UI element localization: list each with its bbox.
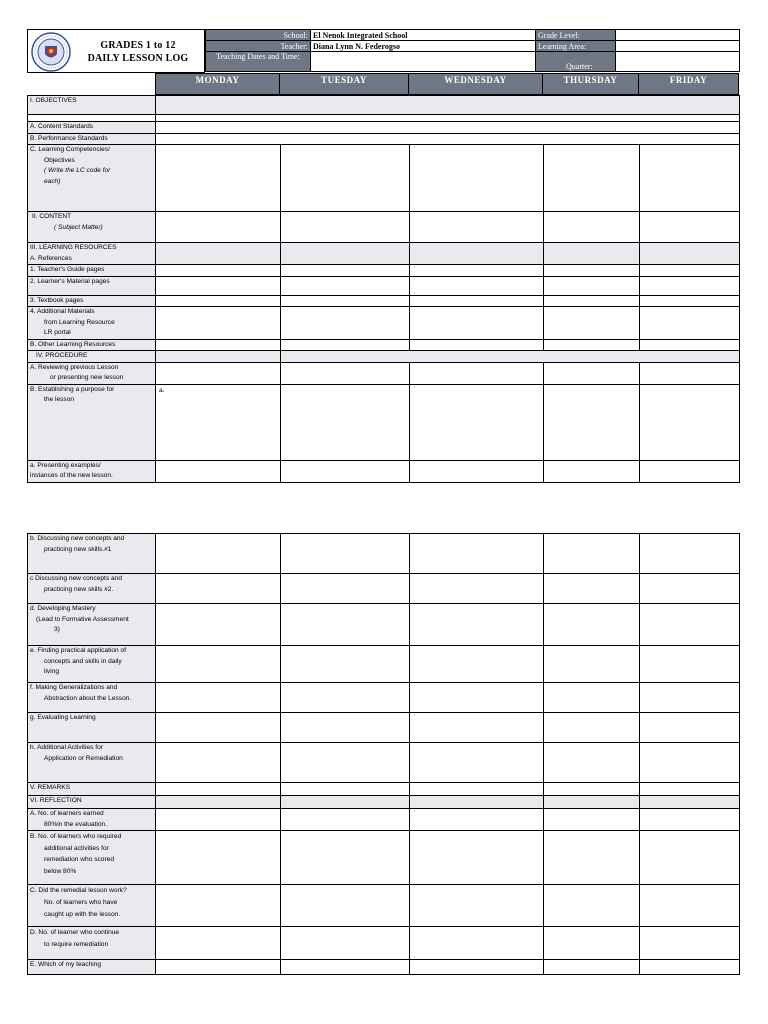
row-label-line: h. Additional Activities for xyxy=(30,744,103,751)
row-label xyxy=(28,460,156,482)
monday-cell[interactable] xyxy=(156,683,281,713)
thursday-cell[interactable] xyxy=(544,960,640,975)
row-label-line: B. No. of learners who required xyxy=(30,833,122,840)
row-label-line: (Lead to Formative Assessment xyxy=(36,615,129,623)
friday-cell[interactable] xyxy=(640,885,740,927)
day-monday: MONDAY xyxy=(155,73,280,95)
row-remediation xyxy=(28,831,740,885)
wednesday-cell[interactable] xyxy=(410,683,544,713)
row-label-line: a. Presenting examples/ xyxy=(30,461,101,469)
wednesday-cell[interactable] xyxy=(410,276,544,295)
row-label-line: II. CONTENT xyxy=(32,213,72,220)
row-label xyxy=(28,809,156,831)
row-label-line: C. Did the remedial lesson work? xyxy=(30,887,127,894)
info-table xyxy=(205,29,739,73)
row-spacer xyxy=(28,115,740,122)
monday-cell[interactable] xyxy=(156,145,281,212)
monday-cell[interactable] xyxy=(156,809,281,831)
friday-cell[interactable] xyxy=(640,265,740,277)
thursday-cell[interactable] xyxy=(544,809,640,831)
thursday-cell[interactable] xyxy=(544,743,640,783)
row-label-line: each) xyxy=(44,177,61,185)
monday-cell[interactable] xyxy=(156,212,281,243)
tuesday-cell[interactable] xyxy=(281,384,410,460)
monday-cell[interactable] xyxy=(156,927,281,960)
wednesday-cell[interactable] xyxy=(410,960,544,975)
wednesday-cell[interactable] xyxy=(410,646,544,683)
row-label xyxy=(28,831,156,885)
friday-cell[interactable] xyxy=(640,809,740,831)
wednesday-cell[interactable] xyxy=(410,460,544,482)
monday-cell[interactable] xyxy=(156,276,281,295)
row-label xyxy=(28,212,156,243)
learning-area-label: Learning Area: xyxy=(536,41,616,52)
row-label-line: A. References xyxy=(30,254,72,262)
tuesday-cell[interactable] xyxy=(281,831,410,885)
monday-cell[interactable] xyxy=(156,307,281,340)
tuesday-cell[interactable] xyxy=(281,460,410,482)
friday-cell[interactable] xyxy=(640,339,740,351)
monday-cell[interactable] xyxy=(156,339,281,351)
thursday-cell[interactable] xyxy=(544,265,640,277)
thursday-cell[interactable] xyxy=(544,339,640,351)
row-label: IV. PROCEDURE xyxy=(28,351,156,363)
row-label xyxy=(28,307,156,340)
row-textbook xyxy=(28,295,740,307)
row-label-line: from Learning Resource xyxy=(44,318,115,326)
thursday-cell[interactable] xyxy=(544,885,640,927)
row-evaluating xyxy=(28,713,740,743)
monday-cell[interactable] xyxy=(156,783,281,796)
tuesday-cell[interactable] xyxy=(281,683,410,713)
learning-area-field[interactable] xyxy=(616,41,740,52)
wednesday-cell[interactable] xyxy=(410,295,544,307)
row-label-line: III. LEARNING RESOURCES xyxy=(30,244,117,251)
row-label xyxy=(28,534,156,574)
friday-cell[interactable] xyxy=(640,574,740,604)
row-performance-standards xyxy=(28,133,740,145)
thursday-cell[interactable] xyxy=(544,460,640,482)
entry-cell[interactable] xyxy=(156,133,740,145)
row-label-line: practicing new skills.#1 xyxy=(44,545,112,553)
row-which-teaching xyxy=(28,960,740,975)
lesson-log-page-2 xyxy=(27,533,739,975)
row-continue-remediation xyxy=(28,927,740,960)
form-title-line1: GRADES 1 to 12 xyxy=(100,40,176,51)
row-label: 1. Teacher's Guide pages xyxy=(28,265,156,277)
thursday-cell[interactable] xyxy=(544,574,640,604)
row-generalizations xyxy=(28,683,740,713)
row-label-line: concepts and skills in daily xyxy=(44,657,122,665)
row-label-line: Abstraction about the Lesson. xyxy=(44,694,132,702)
wednesday-cell[interactable] xyxy=(410,927,544,960)
entry-cell[interactable] xyxy=(156,122,740,134)
row-label-line: practicing new skills #2. xyxy=(44,585,114,593)
row-objectives xyxy=(28,96,740,115)
wednesday-cell[interactable] xyxy=(410,831,544,885)
wednesday-cell[interactable] xyxy=(410,307,544,340)
row-label-line: 3) xyxy=(54,626,60,633)
row-label-line: caught up with the lesson. xyxy=(44,911,121,918)
wednesday-cell[interactable] xyxy=(410,145,544,212)
row-label-line: D. No. of learner who continue xyxy=(30,929,120,936)
row-remedial-work xyxy=(28,885,740,927)
monday-cell[interactable] xyxy=(156,743,281,783)
wednesday-cell[interactable] xyxy=(410,743,544,783)
row-developing-mastery xyxy=(28,604,740,646)
day-thursday: THURSDAY xyxy=(543,73,639,95)
row-label xyxy=(28,683,156,713)
row-label-line: 4. Additional Materials xyxy=(30,308,95,315)
row-label-line: Objectives xyxy=(44,156,75,164)
teacher-label: Teacher: xyxy=(206,41,311,52)
wednesday-cell[interactable] xyxy=(410,265,544,277)
tuesday-cell[interactable] xyxy=(281,534,410,574)
tuesday-cell[interactable] xyxy=(281,743,410,783)
tuesday-cell[interactable] xyxy=(281,307,410,340)
row-label-line: e. Finding practical application of xyxy=(30,647,127,654)
wednesday-cell[interactable] xyxy=(410,212,544,243)
row-reviewing xyxy=(28,362,740,384)
monday-cell[interactable] xyxy=(156,713,281,743)
friday-cell[interactable] xyxy=(640,683,740,713)
tuesday-cell[interactable] xyxy=(281,646,410,683)
thursday-cell[interactable] xyxy=(544,295,640,307)
grade-level-label: Grade Level: xyxy=(536,30,616,41)
friday-cell[interactable] xyxy=(640,384,740,460)
monday-cell[interactable] xyxy=(156,534,281,574)
tuesday-cell[interactable] xyxy=(281,960,410,975)
row-learners-earned xyxy=(28,809,740,831)
deped-seal-icon xyxy=(31,32,71,72)
dates-field[interactable] xyxy=(311,52,536,72)
friday-cell[interactable] xyxy=(640,460,740,482)
friday-cell[interactable] xyxy=(640,145,740,212)
wednesday-cell[interactable] xyxy=(410,362,544,384)
thursday-cell[interactable] xyxy=(544,362,640,384)
monday-cell[interactable] xyxy=(156,295,281,307)
row-practical-application xyxy=(28,646,740,683)
tuesday-cell[interactable] xyxy=(281,362,410,384)
wednesday-cell[interactable] xyxy=(410,534,544,574)
row-label: g. Evaluating Learning xyxy=(28,713,156,743)
tuesday-cell[interactable] xyxy=(281,713,410,743)
monday-cell[interactable] xyxy=(156,646,281,683)
friday-cell[interactable] xyxy=(640,212,740,243)
monday-cell[interactable] xyxy=(156,574,281,604)
quarter-label: Quarter: xyxy=(536,52,616,72)
row-label-line: remediation who scored xyxy=(44,856,115,863)
row-label: I. OBJECTIVES xyxy=(28,96,156,115)
friday-cell[interactable] xyxy=(640,604,740,646)
tuesday-cell[interactable] xyxy=(281,212,410,243)
friday-cell[interactable] xyxy=(640,276,740,295)
lesson-log-header xyxy=(27,29,739,95)
row-additional-materials xyxy=(28,307,740,340)
row-label-line: f. Making Generalizations and xyxy=(30,684,118,691)
row-label xyxy=(28,145,156,212)
row-label xyxy=(28,384,156,460)
tuesday-cell[interactable] xyxy=(281,295,410,307)
monday-cell[interactable]: a. xyxy=(156,384,281,460)
thursday-cell[interactable] xyxy=(544,276,640,295)
row-label xyxy=(28,362,156,384)
row-label xyxy=(28,243,156,265)
monday-cell[interactable] xyxy=(156,362,281,384)
row-label: E. Which of my teaching xyxy=(28,960,156,975)
friday-cell[interactable] xyxy=(640,960,740,975)
friday-cell[interactable] xyxy=(640,307,740,340)
thursday-cell[interactable] xyxy=(544,604,640,646)
row-label-line: LR portal xyxy=(44,329,71,336)
tuesday-cell[interactable] xyxy=(281,927,410,960)
monday-cell[interactable] xyxy=(156,604,281,646)
quarter-field[interactable] xyxy=(616,52,740,72)
wednesday-cell[interactable] xyxy=(410,783,544,796)
row-content xyxy=(28,212,740,243)
row-label-line: instances of the new lesson. xyxy=(30,472,113,479)
school-field[interactable]: El Nenok Integrated School xyxy=(311,30,536,41)
row-label-line: ( Write the LC code for xyxy=(44,167,111,174)
tuesday-cell[interactable] xyxy=(281,339,410,351)
wednesday-cell[interactable] xyxy=(410,574,544,604)
thursday-cell[interactable] xyxy=(544,534,640,574)
monday-cell[interactable] xyxy=(156,885,281,927)
row-label-line: No. of learners who have xyxy=(44,899,118,906)
thursday-cell[interactable] xyxy=(544,145,640,212)
row-label xyxy=(28,646,156,683)
row-presenting-examples xyxy=(28,460,740,482)
friday-cell[interactable] xyxy=(640,646,740,683)
row-label: VI. REFLECTION xyxy=(28,796,156,809)
row-label xyxy=(28,885,156,927)
form-title xyxy=(74,39,202,65)
row-label-line: A. Reviewing previous Lesson xyxy=(30,363,119,371)
wednesday-cell[interactable] xyxy=(410,339,544,351)
row-label-line: living xyxy=(44,668,60,675)
row-teachers-guide xyxy=(28,265,740,277)
row-label-line: b. Discussing new concepts and xyxy=(30,535,125,542)
row-label-line: C. Learning Competencies/ xyxy=(30,146,110,153)
row-content-standards xyxy=(28,122,740,134)
row-learning-resources xyxy=(28,243,740,265)
friday-cell[interactable] xyxy=(640,713,740,743)
tuesday-cell[interactable] xyxy=(281,885,410,927)
row-label-line: ( Subject Matter) xyxy=(54,223,103,231)
form-title-line2: DAILY LESSON LOG xyxy=(87,53,189,64)
row-label: B. Performance Standards xyxy=(28,133,156,145)
row-label-line: B. Establishing a purpose for xyxy=(30,385,115,393)
grade-level-field[interactable] xyxy=(616,30,740,41)
day-headers xyxy=(155,73,739,95)
friday-cell[interactable] xyxy=(640,362,740,384)
row-label-line: d. Developing Mastery xyxy=(30,605,96,612)
row-label-line: below 80% xyxy=(44,867,77,875)
wednesday-cell[interactable] xyxy=(410,885,544,927)
thursday-cell[interactable] xyxy=(544,212,640,243)
row-label xyxy=(28,743,156,783)
row-label-line: c Discussing new concepts and xyxy=(30,575,122,582)
wednesday-cell[interactable] xyxy=(410,713,544,743)
tuesday-cell[interactable] xyxy=(281,783,410,796)
thursday-cell[interactable] xyxy=(544,384,640,460)
row-label-line: 80%in the evaluation. xyxy=(44,820,108,828)
teacher-field[interactable]: Diana Lynn N. Federogso xyxy=(311,41,536,52)
tuesday-cell[interactable] xyxy=(281,604,410,646)
row-discussing-1 xyxy=(28,534,740,574)
friday-cell[interactable] xyxy=(640,295,740,307)
row-label xyxy=(28,927,156,960)
row-label: V. REMARKS xyxy=(28,783,156,796)
thursday-cell[interactable] xyxy=(544,927,640,960)
row-label-line: A. No. of learners earned xyxy=(30,810,104,817)
row-procedure xyxy=(28,351,740,363)
row-label-line: to require remediation xyxy=(44,940,109,948)
row-discussing-2 xyxy=(28,574,740,604)
wednesday-cell[interactable] xyxy=(410,809,544,831)
thursday-cell[interactable] xyxy=(544,307,640,340)
lesson-log-page-1 xyxy=(27,95,739,483)
row-label xyxy=(28,574,156,604)
day-friday: FRIDAY xyxy=(639,73,739,95)
thursday-cell[interactable] xyxy=(544,683,640,713)
monday-cell[interactable] xyxy=(156,960,281,975)
wednesday-cell[interactable] xyxy=(410,384,544,460)
friday-cell[interactable] xyxy=(640,831,740,885)
row-label-line: additional activities for xyxy=(44,844,109,852)
row-label-line: Application or Remediation xyxy=(44,754,123,762)
thursday-cell[interactable] xyxy=(544,783,640,796)
row-reflection xyxy=(28,796,740,809)
monday-cell[interactable] xyxy=(156,265,281,277)
row-label: B. Other Learning Resources xyxy=(28,339,156,351)
row-additional-activities xyxy=(28,743,740,783)
friday-cell[interactable] xyxy=(640,927,740,960)
thursday-cell[interactable] xyxy=(544,831,640,885)
row-competencies xyxy=(28,145,740,212)
friday-cell[interactable] xyxy=(640,783,740,796)
day-wednesday: WEDNESDAY xyxy=(409,73,543,95)
row-establishing-purpose xyxy=(28,384,740,460)
wednesday-cell[interactable] xyxy=(410,604,544,646)
tuesday-cell[interactable] xyxy=(281,574,410,604)
row-other-resources xyxy=(28,339,740,351)
row-label xyxy=(28,604,156,646)
monday-cell[interactable] xyxy=(156,831,281,885)
day-tuesday: TUESDAY xyxy=(280,73,409,95)
row-label: 2. Learner's Material pages xyxy=(28,276,156,295)
tuesday-cell[interactable] xyxy=(281,145,410,212)
row-label-line: the lesson xyxy=(44,396,75,403)
thursday-cell[interactable] xyxy=(544,646,640,683)
friday-cell[interactable] xyxy=(640,534,740,574)
row-label: 3. Textbook pages xyxy=(28,295,156,307)
section-cell xyxy=(156,96,740,115)
row-label: A. Content Standards xyxy=(28,122,156,134)
school-label: School: xyxy=(206,30,311,41)
tuesday-cell[interactable] xyxy=(281,809,410,831)
row-remarks xyxy=(28,783,740,796)
title-block xyxy=(27,29,205,73)
row-label-line: or presenting new lesson xyxy=(50,374,124,381)
tuesday-cell[interactable] xyxy=(281,276,410,295)
dates-label: Teaching Dates and Time: xyxy=(206,52,311,72)
thursday-cell[interactable] xyxy=(544,713,640,743)
monday-cell[interactable] xyxy=(156,460,281,482)
row-learners-material xyxy=(28,276,740,295)
friday-cell[interactable] xyxy=(640,743,740,783)
tuesday-cell[interactable] xyxy=(281,265,410,277)
